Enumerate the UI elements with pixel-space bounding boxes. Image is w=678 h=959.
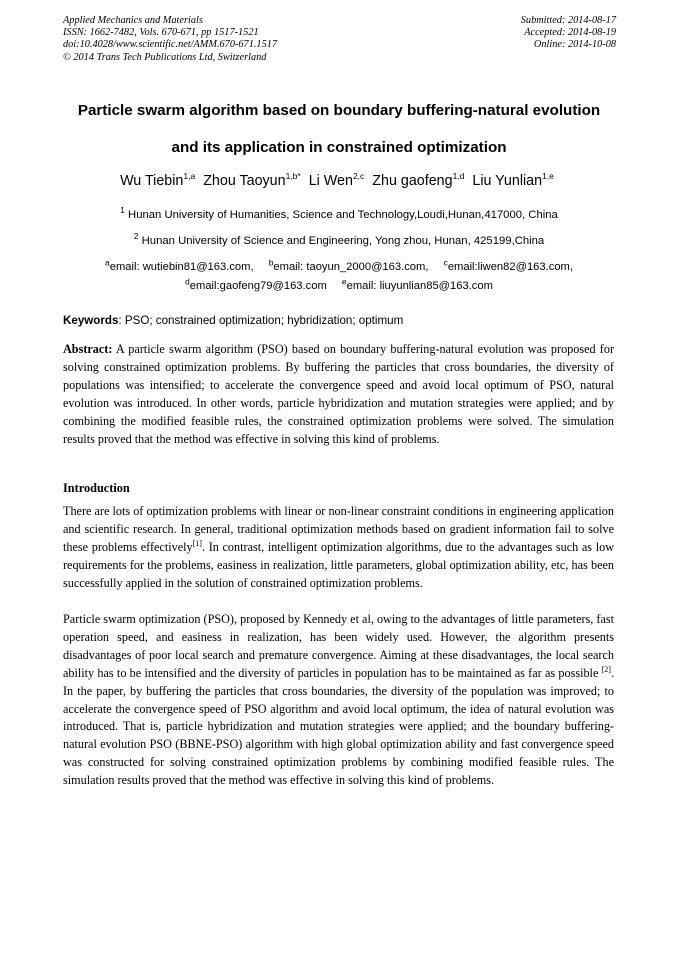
introduction-paragraph-1: [63, 503, 614, 593]
citation-ref[interactable]: [2]: [601, 664, 611, 674]
email-line-2: [0, 277, 678, 295]
journal-info: [63, 15, 277, 64]
author-list: [0, 173, 678, 189]
affiliation-marker: 1: [120, 205, 125, 216]
journal-doi: doi:10.4028/www.scientific.net/AMM.670-671.1517: [63, 39, 278, 51]
author-name: Zhou Taoyun: [203, 173, 286, 189]
author: [203, 173, 301, 189]
email-marker: d: [185, 276, 190, 287]
author-marker: 1,a: [183, 171, 196, 182]
author: [372, 173, 464, 189]
affiliation-1: [0, 205, 678, 221]
citation-ref[interactable]: [1]: [192, 538, 202, 548]
email-text: email: liuyunlian85@163.com: [346, 280, 493, 292]
author-name: Li Wen: [308, 173, 353, 189]
abstract-text: A particle swarm algorithm (PSO) based on boundary buffering-natural evolution was proposed for solving constrained optimization problems. By buffering the particles that cross boundaries, the diversity of populations was intensified; to accelerate the convergence speed and avoid local optimum of PSO, natural evolution was introduced. In other words, particle hybridization and mutation strategies were applied; and by combining the modified feasible rules, the constrained optimization problems were solved. The simulation results proved that the method was effective in solving this kind of problems.: [63, 342, 614, 446]
paragraph-text: Particle swarm optimization (PSO), proposed by Kennedy et al, owing to the advantages of little parameters, fast operation speed, and easiness in realization, has been widely used. However, the algorithm presents disadvantages of poor local search and premature convergence. Aiming at these disadvantages, the local search ability has to be intensified and the diversity of particles in population has to be maintained as far as possible: [63, 612, 614, 680]
author-name: Liu Yunlian: [472, 173, 543, 189]
email-text: email:gaofeng79@163.com: [189, 280, 327, 292]
author-marker: 2,c: [352, 171, 365, 182]
section-heading-introduction: Introduction: [63, 481, 130, 495]
author: [309, 173, 365, 189]
email-text: email: taoyun_2000@163.com,: [273, 261, 429, 273]
abstract-label: Abstract:: [63, 342, 113, 356]
journal-issn: ISSN: 1662-7482, Vols. 670-671, pp 1517-1521: [63, 27, 259, 39]
introduction-paragraph-2: [63, 611, 614, 790]
accepted-date: Accepted: 2014-08-19: [524, 27, 616, 39]
author-marker: 1,d: [452, 171, 465, 182]
affiliation-marker: 2: [133, 231, 139, 242]
title-line-2: and its application in constrained optimization: [171, 139, 507, 156]
keywords-text: : PSO; constrained optimization; hybridization; optimum: [118, 314, 404, 327]
author-name: Zhu gaofeng: [372, 173, 453, 189]
email-marker: c: [443, 257, 448, 268]
affiliation-text: Hunan University of Humanities, Science and Technology,Loudi,Hunan,417000, China: [128, 209, 558, 221]
submitted-date: Submitted: 2014-08-17: [520, 15, 616, 26]
email-marker: e: [341, 276, 347, 287]
author-email[interactable]: [185, 276, 327, 292]
paragraph-text: . In contrast, intelligent optimization algorithms, due to the advantages such as low requirements for the problems, easiness in realization, little parameters, global optimization ability, etc, has been successfully applied in the solution of constrained optimization problems.: [63, 539, 615, 590]
author-name: Wu Tiebin: [120, 173, 184, 189]
author-email[interactable]: [105, 257, 254, 273]
email-line-1: [0, 258, 678, 276]
email-text: email: wutiebin81@163.com,: [109, 261, 254, 273]
author-email[interactable]: [443, 257, 573, 273]
author: [120, 173, 195, 189]
keywords: [63, 314, 403, 327]
author-marker: 1,b*: [285, 171, 301, 182]
title-line-1: Particle swarm algorithm based on boundary buffering-natural evolution: [77, 102, 601, 119]
paragraph-text: . In the paper, by buffering the particles that cross boundaries, the diversity of the population was improved; to accelerate the convergence speed of PSO algorithm and avoid local optimum, the idea of natural evolution was introduced. That is, particle hybridization and mutation strategies were applied; and the boundary buffering-natural evolution PSO (BBNE-PSO) algorithm with high global optimization ability and fast convergence speed was constructed for solving constrained optimization problems by combining modified feasible rules. The simulation results proved that the method was effective in solving this kind of problems.: [63, 665, 614, 788]
email-marker: b: [268, 257, 274, 268]
abstract: [63, 341, 614, 448]
journal-copyright: © 2014 Trans Tech Publications Ltd, Switzerland: [63, 51, 267, 63]
email-text: email:liwen82@163.com,: [447, 261, 573, 273]
journal-name: Applied Mechanics and Materials: [63, 15, 203, 26]
online-date: Online: 2014-10-08: [533, 39, 616, 51]
author-marker: 1,e: [542, 171, 554, 182]
paper-title: [40, 92, 638, 166]
author: [472, 173, 554, 189]
author-email[interactable]: [341, 276, 493, 292]
submission-dates: [521, 15, 616, 52]
affiliation-text: Hunan University of Science and Engineering, Yong zhou, Hunan, 425199,China: [141, 235, 545, 247]
email-marker: a: [105, 257, 110, 268]
paragraph-text: There are lots of optimization problems with linear or non-linear constraint conditions in engineering application and scientific research. In general, traditional optimization methods based on gradient information fail to solve these problems effectively: [63, 504, 614, 554]
author-email[interactable]: [268, 257, 429, 273]
affiliation-2: [0, 231, 678, 247]
keywords-label: Keywords: [63, 314, 119, 327]
